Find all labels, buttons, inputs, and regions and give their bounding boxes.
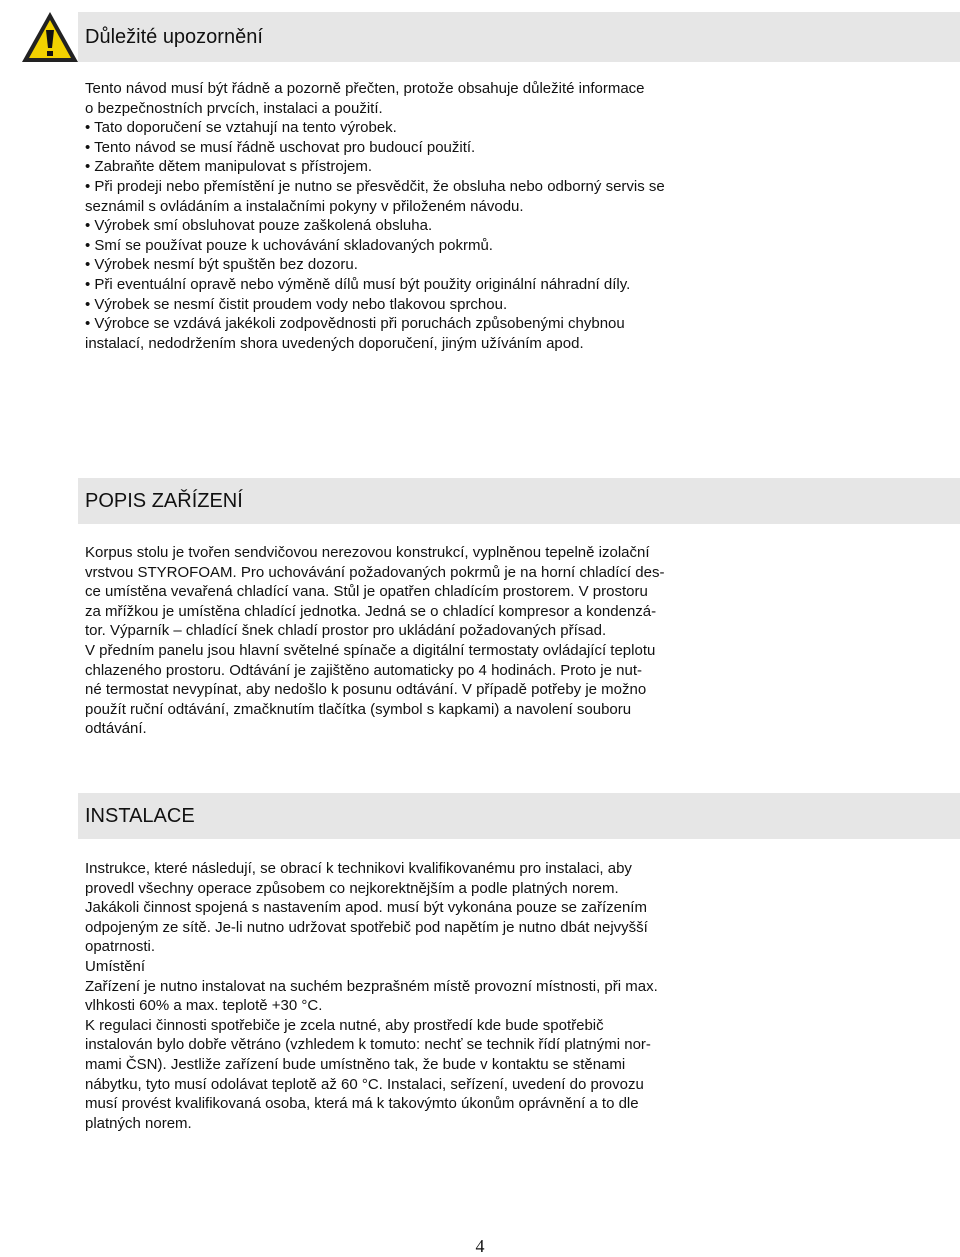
text-line: • Tato doporučení se vztahují na tento výrobek. (85, 119, 397, 137)
warning-text (85, 79, 755, 353)
text-line: né termostat nevypínat, aby nedošlo k posunu odtávání. V případě potřeby je možno (85, 681, 647, 699)
text-line: K regulaci činnosti spotřebiče je zcela nutné, aby prostředí kde bude spotřebič (85, 1016, 604, 1034)
text-line: • Výrobek nesmí být spuštěn bez dozoru. (85, 256, 358, 274)
warning-triangle-icon (20, 10, 80, 64)
text-line: odpojeným ze sítě. Je-li nutno udržovat spotřebič pod napětím je nutno dbát nejvyšší (85, 918, 648, 936)
text-line: • Při eventuální opravě nebo výměně dílů musí být použity originální náhradní díly. (85, 275, 631, 293)
text-line: • Výrobce se vzdává jakékoli zodpovědnosti při poruchách způsobenými chybnou (85, 315, 625, 333)
text-line: odtávání. (85, 720, 147, 738)
section-title-installation: INSTALACE (78, 793, 960, 839)
text-line: Jakákoli činnost spojená s nastavením apod. musí být vykonána pouze se zařízením (85, 899, 647, 917)
text-line: ce umístěna vevařená chladící vana. Stůl je opatřen chladícím prostorem. V prostoru (85, 583, 648, 601)
text-line: • Výrobek se nesmí čistit proudem vody nebo tlakovou sprchou. (85, 295, 508, 313)
text-line: vrstvou STYROFOAM. Pro uchovávání požadovaných pokrmů je na horní chladící des- (85, 563, 665, 581)
text-line: • Výrobek smí obsluhovat pouze zaškolená obsluha. (85, 217, 433, 235)
text-line: • Zabraňte dětem manipulovat s přístrojem. (85, 158, 373, 176)
text-line: seznámil s ovládáním a instalačními pokyny v přiloženém návodu. (85, 197, 524, 215)
text-line: • Tento návod se musí řádně uschovat pro budoucí použití. (85, 138, 476, 156)
text-line: Korpus stolu je tvořen sendvičovou nerezovou konstrukcí, vyplněnou tepelně izolační (85, 544, 650, 561)
text-line: Instrukce, které následují, se obrací k technikovi kvalifikovanému pro instalaci, aby (85, 860, 632, 877)
text-line: Tento návod musí být řádně a pozorně přečten, protože obsahuje důležité informace (85, 80, 645, 97)
section-title-warning: Důležité upozornění (78, 12, 960, 62)
text-line: instalací, nedodržením shora uvedených doporučení, jiným užíváním apod. (85, 334, 584, 352)
text-line: opatrnosti. (85, 938, 156, 956)
section-title-description: POPIS ZAŘÍZENÍ (78, 478, 960, 524)
text-line: mami ČSN). Jestliže zařízení bude umístněno tak, že bude v kontaktu se stěnami (85, 1055, 626, 1073)
text-line: o bezpečnostních prvcích, instalaci a použití. (85, 99, 383, 117)
page-number: 4 (475, 1236, 485, 1256)
text-line: nábytku, tyto musí odolávat teplotě až 60 °C. Instalaci, seřízení, uvedení do provozu (85, 1075, 644, 1093)
text-line: provedl všechny operace způsobem co nejkorektnějším a podle platných norem. (85, 879, 619, 897)
text-line: použít ruční odtávání, zmačknutím tlačítka (symbol s kapkami) a navolení souboru (85, 700, 632, 718)
text-line: tor. Výparník – chladící šnek chladí prostor pro ukládání požadovaných přísad. (85, 622, 607, 640)
text-line: Zařízení je nutno instalovat na suchém bezprašném místě provozní místnosti, při max. (85, 977, 658, 995)
text-line: chlazeného prostoru. Odtávání je zajištěno automaticky po 4 hodinách. Proto je nut- (85, 661, 642, 679)
text-line: Umístění (85, 957, 146, 975)
text-line: instalován bylo dobře větráno (vzhledem k tomuto: nechť se technik řídí platnými nor- (85, 1036, 651, 1054)
text-line: platných norem. (85, 1114, 192, 1132)
text-line: V předním panelu jsou hlavní světelné spínače a digitální termostaty ovládající teplotu (85, 641, 656, 659)
text-line: musí provést kvalifikovaná osoba, která má k takovýmto úkonům oprávnění a to dle (85, 1095, 639, 1113)
text-line: • Při prodeji nebo přemístění je nutno se přesvědčit, že obsluha nebo odborný servis se (85, 177, 665, 195)
text-line: vlhkosti 60% a max. teplotě +30 °C. (85, 997, 323, 1015)
description-text (85, 543, 755, 739)
installation-text (85, 859, 755, 1133)
text-line: • Smí se používat pouze k uchovávání skladovaných pokrmů. (85, 236, 493, 254)
text-line: za mřížkou je umístěna chladící jednotka. Jedná se o chladící kompresor a kondenzá- (85, 602, 657, 620)
